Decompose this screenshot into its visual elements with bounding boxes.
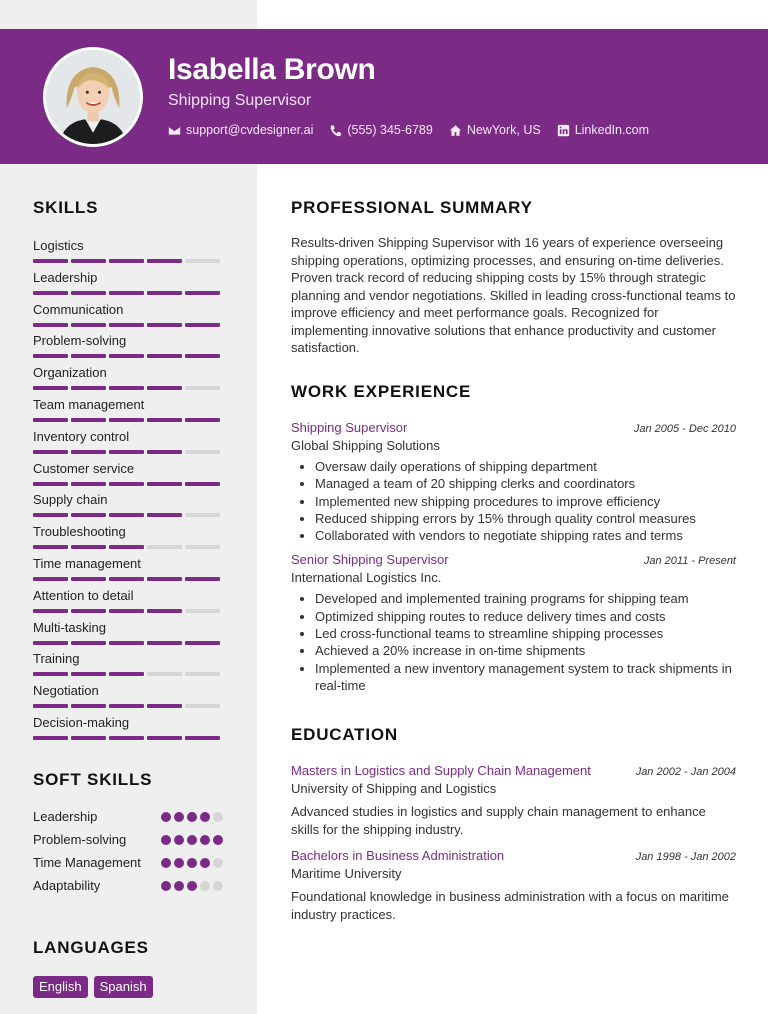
skill-level-segment bbox=[147, 291, 182, 295]
skill-item bbox=[33, 524, 223, 556]
skill-level-segment bbox=[71, 641, 106, 645]
skill-level-segment bbox=[71, 704, 106, 708]
soft-skill-level-dot bbox=[200, 835, 210, 845]
avatar-illustration bbox=[46, 50, 140, 144]
languages-heading: LANGUAGES bbox=[33, 938, 149, 957]
contact-bar bbox=[168, 123, 649, 137]
languages-section bbox=[33, 938, 233, 998]
skill-name: Customer service bbox=[33, 460, 135, 476]
soft-skill-level-meter bbox=[161, 835, 223, 845]
job-entry bbox=[291, 420, 736, 544]
job-duty: • Led cross-functional teams to streamline shipping processes bbox=[315, 625, 736, 642]
soft-skill-level-dot bbox=[213, 812, 223, 822]
job-company: International Logistics Inc. bbox=[291, 570, 442, 586]
skill-level-segment bbox=[71, 609, 106, 613]
skill-item bbox=[33, 397, 223, 429]
skill-level-segment bbox=[109, 641, 144, 645]
skill-level-meter bbox=[33, 641, 223, 645]
job-duties bbox=[291, 590, 736, 694]
skill-level-segment bbox=[147, 323, 182, 327]
skill-level-segment bbox=[33, 736, 68, 740]
soft-skill-level-dot bbox=[200, 812, 210, 822]
language-badge: Spanish bbox=[94, 976, 153, 998]
education-description: Advanced studies in logistics and supply chain management to enhance skills for the shipping industry. bbox=[291, 804, 706, 837]
skill-level-segment bbox=[109, 704, 144, 708]
skill-level-segment bbox=[109, 291, 144, 295]
skill-level-segment bbox=[33, 291, 68, 295]
skill-name: Organization bbox=[33, 365, 107, 381]
soft-skill-item bbox=[33, 831, 223, 849]
soft-skill-level-dot bbox=[174, 812, 184, 822]
skill-level-meter bbox=[33, 482, 223, 486]
soft-skill-name: Adaptability bbox=[33, 878, 101, 893]
soft-skill-level-meter bbox=[161, 858, 223, 868]
education-heading: EDUCATION bbox=[291, 725, 398, 744]
soft-skill-name: Leadership bbox=[33, 809, 98, 824]
skill-level-segment bbox=[71, 323, 106, 327]
skill-level-segment bbox=[147, 259, 182, 263]
soft-skill-level-dot bbox=[161, 858, 171, 868]
skill-name: Leadership bbox=[33, 269, 98, 285]
skill-name: Negotiation bbox=[33, 683, 99, 699]
skill-item bbox=[33, 429, 223, 461]
skill-level-meter bbox=[33, 577, 223, 581]
skill-level-segment bbox=[185, 386, 220, 390]
skill-level-segment bbox=[185, 450, 220, 454]
education-header bbox=[291, 763, 736, 778]
skill-level-segment bbox=[109, 545, 144, 549]
skill-name: Attention to detail bbox=[33, 587, 134, 603]
skill-name: Supply chain bbox=[33, 492, 108, 508]
phone-text: (555) 345-6789 bbox=[347, 123, 433, 137]
skill-level-segment bbox=[185, 704, 220, 708]
skill-item bbox=[33, 333, 223, 365]
job-entry bbox=[291, 552, 736, 694]
job-company: Global Shipping Solutions bbox=[291, 438, 440, 453]
soft-skill-level-dot bbox=[161, 812, 171, 822]
skill-level-segment bbox=[109, 513, 144, 517]
skill-level-segment bbox=[71, 354, 106, 358]
job-header bbox=[291, 552, 736, 567]
skill-level-segment bbox=[109, 482, 144, 486]
skill-level-segment bbox=[71, 386, 106, 390]
skill-name: Multi-tasking bbox=[33, 619, 106, 635]
soft-skills-heading: SOFT SKILLS bbox=[33, 770, 153, 789]
skill-level-segment bbox=[71, 482, 106, 486]
education-date: Jan 2002 - Jan 2004 bbox=[635, 766, 736, 778]
skill-level-meter bbox=[33, 704, 223, 708]
skill-level-segment bbox=[185, 323, 220, 327]
skill-level-segment bbox=[33, 482, 68, 486]
soft-skill-item bbox=[33, 808, 223, 826]
linkedin-icon bbox=[557, 124, 570, 137]
skill-level-segment bbox=[185, 641, 220, 645]
skill-level-meter bbox=[33, 736, 223, 740]
skill-level-segment bbox=[33, 386, 68, 390]
skill-level-meter bbox=[33, 418, 223, 422]
skill-name: Communication bbox=[33, 301, 124, 317]
soft-skill-level-dot bbox=[187, 858, 197, 868]
soft-skill-level-dot bbox=[174, 881, 184, 891]
education-header bbox=[291, 848, 736, 863]
education-entry bbox=[291, 848, 736, 923]
soft-skill-level-dot bbox=[161, 881, 171, 891]
skill-level-meter bbox=[33, 450, 223, 454]
job-duty: • Achieved a 20% increase in on-time shipments bbox=[315, 642, 736, 659]
skill-level-segment bbox=[33, 704, 68, 708]
skill-level-meter bbox=[33, 386, 223, 390]
jobs-list bbox=[291, 420, 736, 694]
skill-level-segment bbox=[71, 259, 106, 263]
skill-level-segment bbox=[185, 736, 220, 740]
soft-skills-list bbox=[33, 808, 223, 895]
skill-item bbox=[33, 270, 223, 302]
skill-level-segment bbox=[109, 354, 144, 358]
skill-item bbox=[33, 651, 223, 683]
job-date: Jan 2011 - Present bbox=[643, 555, 736, 568]
soft-skill-level-meter bbox=[161, 881, 223, 891]
job-duty: • Implemented new shipping procedures to improve efficiency bbox=[315, 493, 736, 510]
job-date: Jan 2005 - Dec 2010 bbox=[633, 423, 736, 435]
skill-item bbox=[33, 238, 223, 270]
skill-level-segment bbox=[71, 450, 106, 454]
education-date: Jan 1998 - Jan 2002 bbox=[635, 851, 736, 863]
skill-level-segment bbox=[109, 323, 144, 327]
skill-level-segment bbox=[185, 513, 220, 517]
skill-item bbox=[33, 620, 223, 652]
skill-level-segment bbox=[109, 609, 144, 613]
skill-level-meter bbox=[33, 609, 223, 613]
skill-item bbox=[33, 588, 223, 620]
job-header bbox=[291, 420, 736, 435]
skill-level-segment bbox=[147, 609, 182, 613]
skill-item bbox=[33, 365, 223, 397]
skill-level-segment bbox=[109, 672, 144, 676]
skill-name: Inventory control bbox=[33, 428, 130, 444]
education-entry bbox=[291, 763, 736, 838]
skill-level-segment bbox=[109, 259, 144, 263]
soft-skill-level-dot bbox=[187, 835, 197, 845]
phone-icon bbox=[329, 124, 342, 137]
soft-skill-level-dot bbox=[213, 835, 223, 845]
skill-name: Troubleshooting bbox=[33, 524, 126, 540]
skill-name: Training bbox=[33, 651, 80, 667]
skill-level-segment bbox=[109, 736, 144, 740]
education-list bbox=[291, 763, 736, 923]
summary-text: Results-driven Shipping Supervisor with 16 years of experience overseeing shipping operations, optimizing processes, and ensuring on-time deliveries. Proven track record of reducing shipping costs by 15% through strategic planning and vendor negotiations. Skilled in leading cross-functional teams to improve efficiency and meet performance goals. Recognized for implementing innovative solutions that enhance productivity and customer satisfaction. bbox=[291, 235, 736, 355]
skill-level-segment bbox=[71, 418, 106, 422]
location-text: NewYork, US bbox=[466, 123, 541, 137]
skill-level-segment bbox=[147, 513, 182, 517]
skill-level-segment bbox=[185, 259, 220, 263]
soft-skill-level-dot bbox=[174, 858, 184, 868]
resume-header bbox=[0, 29, 768, 164]
skill-item bbox=[33, 556, 223, 588]
skill-level-segment bbox=[185, 577, 220, 581]
skill-level-segment bbox=[185, 354, 220, 358]
skill-level-segment bbox=[147, 641, 182, 645]
skill-level-segment bbox=[185, 609, 220, 613]
skill-item bbox=[33, 492, 223, 524]
education-school: University of Shipping and Logistics bbox=[291, 781, 497, 796]
summary-section bbox=[291, 198, 736, 357]
soft-skill-item bbox=[33, 854, 223, 872]
soft-skill-name: Problem-solving bbox=[33, 832, 127, 847]
skill-level-segment bbox=[33, 354, 68, 358]
skill-level-segment bbox=[33, 577, 68, 581]
skill-name: Logistics bbox=[33, 238, 84, 253]
job-title: Senior Shipping Supervisor bbox=[291, 552, 449, 568]
skill-level-segment bbox=[33, 513, 68, 517]
skill-level-segment bbox=[71, 577, 106, 581]
skill-level-meter bbox=[33, 545, 223, 549]
skill-name: Team management bbox=[33, 396, 145, 412]
skill-level-segment bbox=[71, 545, 106, 549]
skill-item bbox=[33, 683, 223, 715]
soft-skill-level-dot bbox=[174, 835, 184, 845]
skill-level-segment bbox=[147, 704, 182, 708]
skill-level-meter bbox=[33, 323, 223, 327]
languages-list bbox=[33, 976, 233, 998]
skill-level-segment bbox=[147, 545, 182, 549]
soft-skill-level-dot bbox=[187, 881, 197, 891]
skill-level-segment bbox=[147, 354, 182, 358]
soft-skill-item bbox=[33, 877, 223, 895]
email-text: support@cvdesigner.ai bbox=[186, 123, 314, 137]
profile-photo bbox=[43, 47, 143, 147]
job-duties bbox=[291, 458, 736, 544]
skill-level-meter bbox=[33, 354, 223, 358]
skills-section bbox=[33, 198, 223, 747]
candidate-name: Isabella Brown bbox=[168, 53, 376, 86]
skill-name: Decision-making bbox=[33, 714, 130, 730]
soft-skill-level-dot bbox=[200, 858, 210, 868]
skill-level-segment bbox=[185, 418, 220, 422]
work-section bbox=[291, 382, 736, 694]
skill-level-segment bbox=[71, 736, 106, 740]
skill-level-segment bbox=[185, 291, 220, 295]
soft-skill-level-dot bbox=[213, 858, 223, 868]
soft-skill-level-meter bbox=[161, 812, 223, 822]
education-section bbox=[291, 725, 736, 923]
job-duty: • Implemented a new inventory management system to track shipments in real-time bbox=[315, 660, 736, 695]
skill-level-segment bbox=[109, 577, 144, 581]
soft-skill-level-dot bbox=[200, 881, 210, 891]
skills-heading: SKILLS bbox=[33, 198, 99, 217]
summary-heading: PROFESSIONAL SUMMARY bbox=[291, 198, 533, 217]
skills-list bbox=[33, 238, 223, 747]
job-title: Shipping Supervisor bbox=[291, 420, 408, 435]
skill-level-meter bbox=[33, 672, 223, 676]
skill-level-segment bbox=[147, 482, 182, 486]
skill-level-segment bbox=[147, 577, 182, 581]
skill-level-segment bbox=[33, 609, 68, 613]
skill-item bbox=[33, 461, 223, 493]
contact-location bbox=[449, 123, 541, 137]
contact-email[interactable] bbox=[168, 123, 313, 137]
contact-phone[interactable] bbox=[329, 123, 432, 137]
skill-level-segment bbox=[147, 418, 182, 422]
skill-level-segment bbox=[33, 672, 68, 676]
skill-level-meter bbox=[33, 513, 223, 517]
skill-level-segment bbox=[109, 386, 144, 390]
soft-skills-section bbox=[33, 770, 223, 900]
skill-level-segment bbox=[33, 323, 68, 327]
skill-item bbox=[33, 302, 223, 334]
language-badge: English bbox=[33, 976, 88, 998]
job-duty: • Reduced shipping errors by 15% through quality control measures bbox=[315, 510, 736, 527]
education-degree: Masters in Logistics and Supply Chain Management bbox=[291, 763, 591, 778]
envelope-icon bbox=[168, 124, 181, 137]
soft-skill-level-dot bbox=[213, 881, 223, 891]
skill-level-segment bbox=[33, 450, 68, 454]
education-degree: Bachelors in Business Administration bbox=[291, 848, 505, 863]
job-duty: • Collaborated with vendors to negotiate shipping rates and terms bbox=[315, 527, 736, 544]
education-school: Maritime University bbox=[291, 866, 402, 881]
skill-name: Time management bbox=[33, 555, 141, 571]
work-heading: WORK EXPERIENCE bbox=[291, 382, 472, 401]
skill-level-segment bbox=[147, 386, 182, 390]
skill-level-meter bbox=[33, 259, 223, 263]
candidate-title: Shipping Supervisor bbox=[168, 92, 312, 109]
education-description: Foundational knowledge in business administration with a focus on maritime industry practices. bbox=[291, 889, 729, 922]
job-duty: • Managed a team of 20 shipping clerks and coordinators bbox=[315, 475, 736, 492]
soft-skill-level-dot bbox=[187, 812, 197, 822]
skill-level-segment bbox=[147, 672, 182, 676]
soft-skill-name: Time Management bbox=[33, 855, 141, 870]
contact-linkedin[interactable] bbox=[557, 123, 649, 137]
soft-skill-level-dot bbox=[161, 835, 171, 845]
skill-level-segment bbox=[109, 450, 144, 454]
skill-level-segment bbox=[33, 641, 68, 645]
skill-level-meter bbox=[33, 291, 223, 295]
skill-level-segment bbox=[33, 545, 68, 549]
skill-level-segment bbox=[33, 259, 68, 263]
linkedin-text: LinkedIn.com bbox=[574, 123, 650, 137]
skill-level-segment bbox=[147, 736, 182, 740]
skill-level-segment bbox=[71, 672, 106, 676]
skill-name: Problem-solving bbox=[33, 333, 127, 349]
skill-level-segment bbox=[109, 418, 144, 422]
job-duty: • Oversaw daily operations of shipping department bbox=[315, 458, 736, 475]
skill-level-segment bbox=[185, 672, 220, 676]
skill-level-segment bbox=[33, 418, 68, 422]
skill-level-segment bbox=[71, 291, 106, 295]
home-icon bbox=[449, 124, 462, 137]
job-duty: • Optimized shipping routes to reduce delivery times and costs bbox=[315, 608, 736, 625]
skill-level-segment bbox=[71, 513, 106, 517]
skill-item bbox=[33, 715, 223, 747]
job-duty: • Developed and implemented training programs for shipping team bbox=[315, 590, 736, 607]
skill-level-segment bbox=[185, 545, 220, 549]
skill-level-segment bbox=[147, 450, 182, 454]
skill-level-segment bbox=[185, 482, 220, 486]
